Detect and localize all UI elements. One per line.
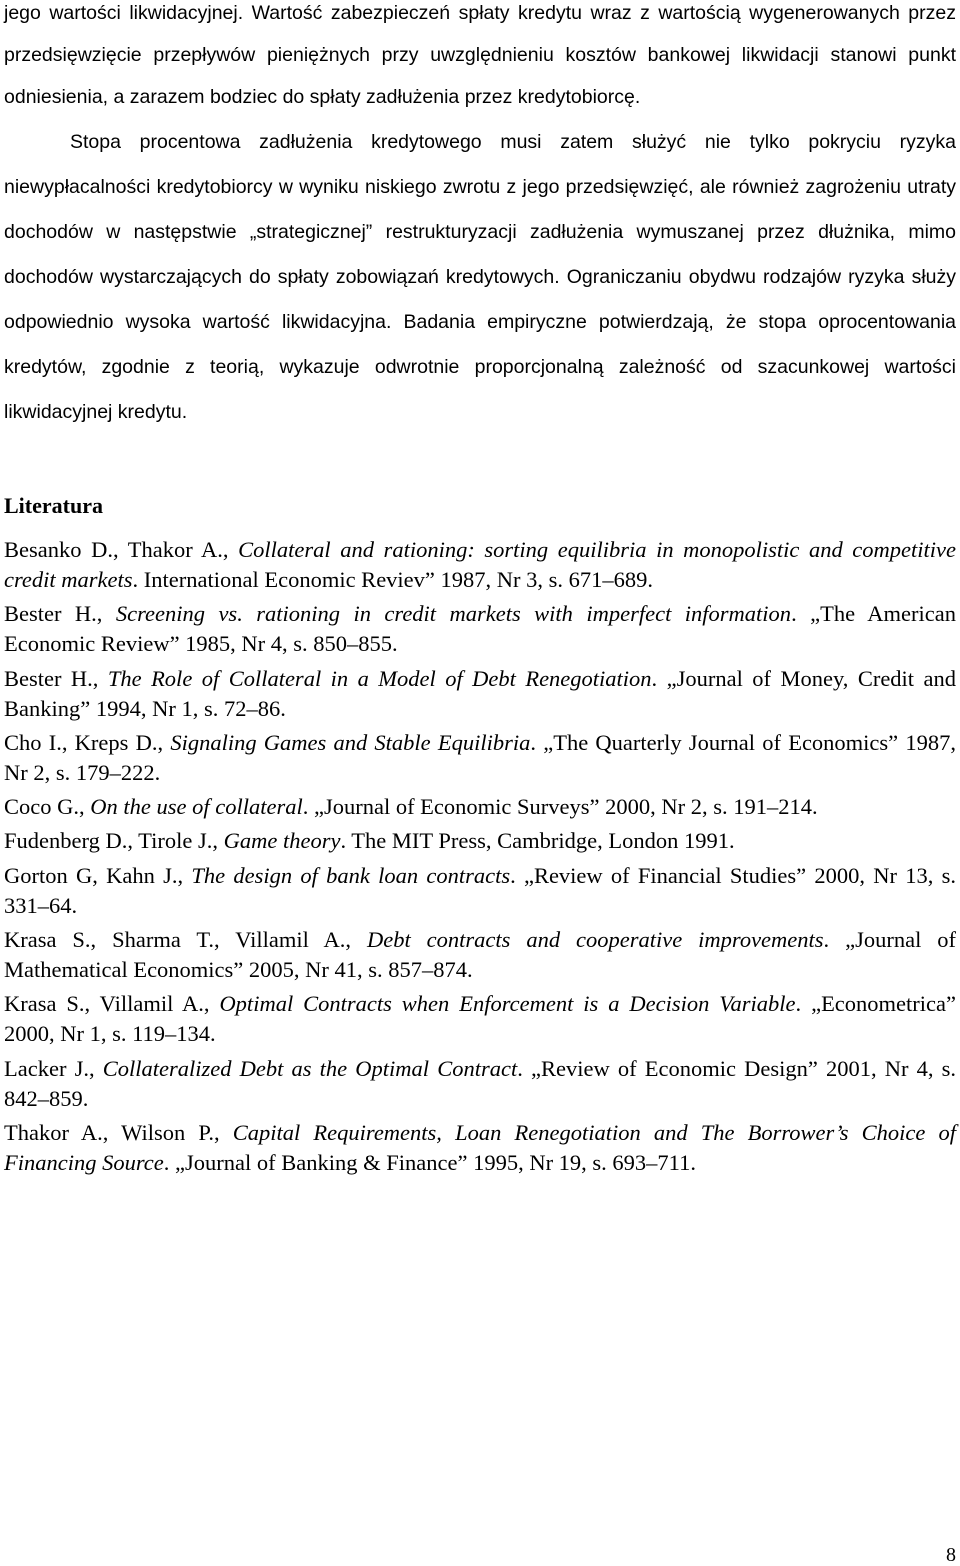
reference-title: Capital Requirements, Loan Renegotiation and The Borrower’s Choice of Financing Source [4, 1119, 956, 1175]
reference-source: . „Journal of Mathematical Economics” 2005, Nr 41, s. 857–874. [4, 927, 957, 983]
reference-title: Collateralized Debt as the Optimal Contract [102, 1055, 518, 1081]
reference-authors: Fudenberg D., Tirole J., [4, 828, 224, 854]
reference-source: . „Journal of Banking & Finance” 1995, Nr 19, s. 693–711. [163, 1149, 696, 1175]
reference-item [4, 535, 956, 595]
body-paragraph: jego wartości likwidacyjnej. Wartość zabezpieczeń spłaty kredytu wraz z wartością wygenerowanych przez przedsięwzięcie przepływów pieniężnych przy uwzględnieniu kosztów bankowej likwidacji stanowi punkt odniesienia, a zarazem bodziec do spłaty zadłużenia przez kredytobiorcę. [4, 2, 956, 108]
reference-source: . „Review of Economic Design” 2001, Nr 4, s. 842–859. [4, 1055, 957, 1111]
reference-item [4, 599, 956, 659]
reference-authors: Bester H., [4, 665, 108, 691]
reference-authors: Thakor A., Wilson P., [4, 1119, 233, 1145]
reference-item [4, 728, 956, 788]
reference-title: The Role of Collateral in a Model of Debt Renegotiation [107, 665, 652, 691]
reference-source: . „Journal of Economic Surveys” 2000, Nr 2, s. 191–214. [302, 794, 818, 820]
reference-title: Signaling Games and Stable Equilibria [170, 729, 531, 755]
reference-source: . „Review of Financial Studies” 2000, Nr 13, s. 331–64. [4, 862, 956, 918]
reference-source: . „Econometrica” 2000, Nr 1, s. 119–134. [4, 991, 956, 1047]
reference-title: Debt contracts and cooperative improvements [366, 927, 824, 953]
reference-source: . „The Quarterly Journal of Economics” 1987, Nr 2, s. 179–222. [4, 729, 956, 785]
body-paragraph: Stopa procentowa zadłużenia kredytowego musi zatem służyć nie tylko pokryciu ryzyka niewypłacalności kredytobiorcy w wyniku niskiego zwrotu z jego przedsięwzięć, ale również zagrożeniu utraty dochodów w następstwie „strategicznej” restrukturyzacji zadłużenia wymuszanej przez dłużnika, mimo dochodów wystarczających do spłaty zobowiązań kredytowych. Ograniczaniu obydwu rodzajów ryzyka służy odpowiednio wysoka wartość likwidacyjna. Badania empiryczne potwierdzają, że stopa oprocentowania kredytów, zgodnie z teorią, wykazuje odwrotnie proporcjonalną zależność od szacunkowej wartości likwidacyjnej kredytu. [4, 131, 956, 423]
reference-item [4, 792, 956, 822]
reference-item [4, 826, 956, 856]
reference-item [4, 989, 956, 1049]
page-number: 8 [946, 1544, 956, 1566]
reference-source: . „The American Economic Review” 1985, Nr 4, s. 850–855. [4, 601, 957, 657]
reference-authors: Lacker J., [4, 1055, 103, 1081]
section-heading: Literatura [4, 493, 103, 518]
reference-authors: Cho I., Kreps D., [4, 729, 171, 755]
reference-item [4, 664, 956, 724]
reference-title: Collateral and rationing: sorting equilibria in monopolistic and competitive credit markets [4, 537, 957, 592]
reference-authors: Krasa S., Sharma T., Villamil A., [4, 927, 367, 953]
reference-item [4, 1118, 956, 1178]
reference-title: Optimal Contracts when Enforcement is a Decision Variable [219, 991, 796, 1017]
reference-item [4, 925, 956, 985]
reference-title: Game theory [223, 828, 341, 854]
reference-source: . „Journal of Money, Credit and Banking” 1994, Nr 1, s. 72–86. [4, 665, 956, 721]
reference-title: The design of bank loan contracts [191, 862, 511, 888]
reference-authors: Coco G., [4, 794, 91, 820]
reference-title: Screening vs. rationing in credit markets with imperfect information [115, 601, 792, 627]
reference-item [4, 1054, 956, 1114]
reference-authors: Besanko D., Thakor A., [4, 537, 239, 562]
reference-source: . International Economic Reviev” 1987, Nr 3, s. 671–689. [132, 567, 654, 592]
reference-source: . The MIT Press, Cambridge, London 1991. [340, 828, 735, 854]
reference-authors: Bester H., [4, 601, 116, 627]
reference-authors: Krasa S., Villamil A., [4, 991, 220, 1017]
reference-list [4, 535, 956, 1178]
reference-authors: Gorton G, Kahn J., [4, 862, 192, 888]
page-content [4, 0, 956, 1182]
reference-title: On the use of collateral [90, 794, 303, 820]
reference-item [4, 861, 956, 921]
